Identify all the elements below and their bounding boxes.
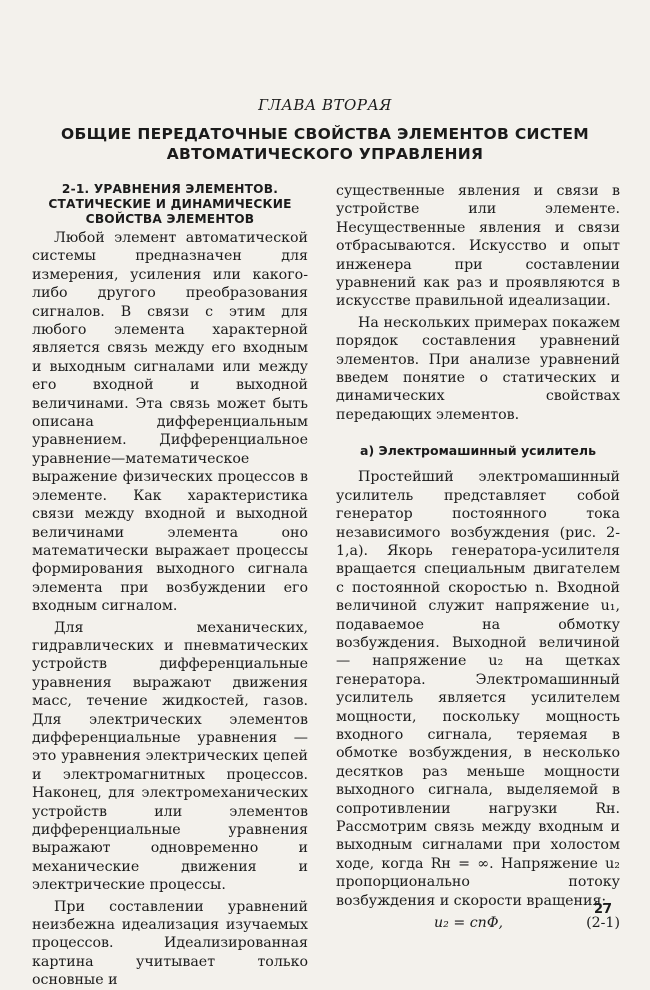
paragraph-examples: На нескольких примерах покажем порядок составления уравнений элементов. При анализе уравнений введем понятие о статических и динамических свойствах передающих элементов. <box>336 314 620 423</box>
paragraph-mechanical-electrical: Для механических, гидравлических и пневматических устройств дифференциальные уравнения выражают движения масс, течение жидкостей, газов. Для электрических элементов дифференциальные уравнения — это уравнения электрических цепей и электромагнитных процессов. Наконец, для электромеханических устройств или элементов дифференциальные уравнения выражают одновременно и механические движения и электрические процессы. <box>32 619 308 894</box>
right-column <box>336 182 620 934</box>
page-number: 27 <box>594 902 613 917</box>
section-heading: 2-1. УРАВНЕНИЯ ЭЛЕМЕНТОВ. СТАТИЧЕСКИЕ И ДИНАМИЧЕСКИЕ СВОЙСТВА ЭЛЕМЕНТОВ <box>48 182 292 226</box>
subsection-heading: а) Электромашинный усилитель <box>360 443 596 459</box>
paragraph-idealization: При составлении уравнений неизбежна идеализация изучаемых процессов. Идеализированная картина учитывает только основные и <box>32 898 308 989</box>
chapter-title: ОБЩИЕ ПЕРЕДАТОЧНЫЕ СВОЙСТВА ЭЛЕМЕНТОВ СИСТЕМ АВТОМАТИЧЕСКОГО УПРАВЛЕНИЯ <box>61 125 589 163</box>
paragraph-continued: существенные явления и связи в устройстве или элементе. Несущественные явления и связи отбрасываются. Искусство и опыт инженера при составлении уравнений как раз и проявляются в искусстве правильной идеализации. <box>336 183 620 310</box>
formula-2-1 <box>336 914 620 934</box>
chapter-label: ГЛАВА ВТОРАЯ <box>258 96 392 114</box>
paragraph-element-definition: Любой элемент автоматической системы предназначен для измерения, усиления или какого-либо другого преобразования сигналов. В связи с этим для любого элемента характерной является связь между его входным и выходным сигналами или между его входной и выходной величинами. Эта связь может быть описана дифференциальным уравнением. Дифференциальное уравнение—математическое выражение физических процессов в элементе. Как характеристика связи между входной и выходной величинами элемента оно математически выражает процессы формирования выходного сигнала элемента при возбуждении его входным сигналом. <box>32 230 308 615</box>
formula-expression: u₂ = cnΦ, <box>434 915 503 932</box>
formula-number: (2-1) <box>586 915 620 932</box>
paragraph-amplifier: Простейший электромашинный усилитель представляет собой генератор постоянного тока независимого возбуждения (рис. 2-1,а). Якорь генератора-усилителя вращается специальным двигателем с постоянной скоростью n. Входной величиной служит напряжение u₁, подаваемое на обмотку возбуждения. Выходной величиной — напряжение u₂ на щетках генератора. Электромашинный усилитель является усилителем мощности, поскольку мощность входного сигнала, теряемая в обмотке возбуждения, в несколько десятков раз меньше мощности выходного сигнала, выделяемой в сопротивлении нагрузки Rн. Рассмотрим связь между входным и выходным сигналами при холостом ходе, когда Rн = ∞. Напряжение u₂ пропорционально потоку возбуждения и скорости вращения: <box>336 469 620 909</box>
left-column <box>32 182 308 990</box>
